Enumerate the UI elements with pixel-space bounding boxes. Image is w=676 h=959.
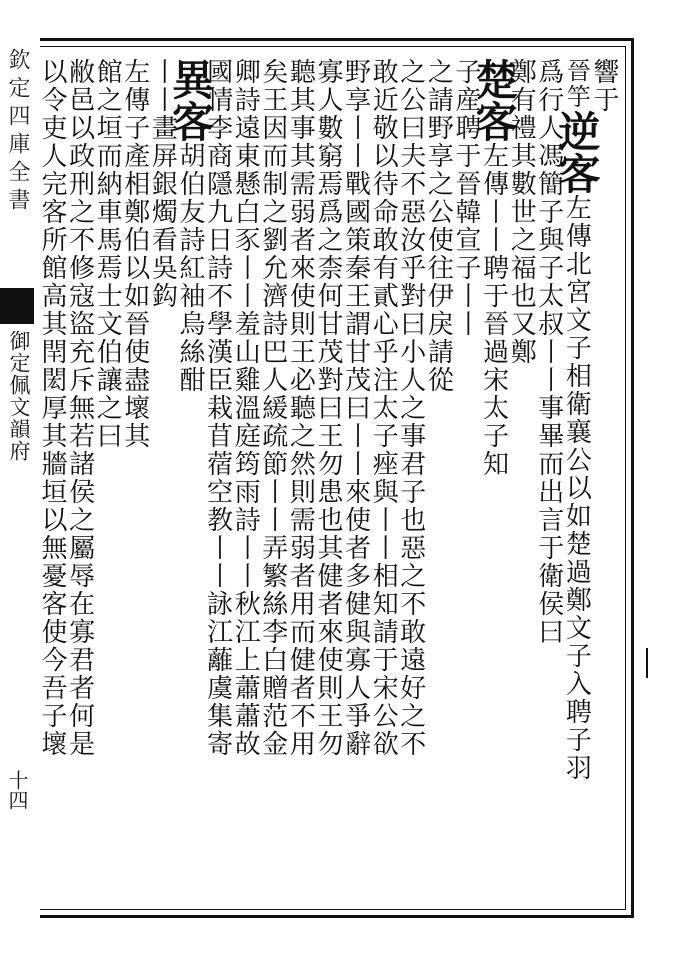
text-column (451, 58, 481, 338)
text-column (92, 58, 122, 450)
column-text: 之公曰夫不惡汝乎對曰小人之事君子也惡之不敢遠好之不 (395, 58, 426, 758)
column-text: 寡人數窮焉爲之柰何甘茂對曰王勿患也其健者來使則王勿 (313, 58, 343, 758)
book-subtitle: 御定佩文韻府 (7, 330, 31, 462)
text-column (65, 58, 95, 758)
text-column (230, 58, 260, 758)
text-column (469, 58, 519, 478)
column-text: 國情李商隱九日詩不學漢臣栽苜蓿空教丨丨詠江蘺虞集寄 (202, 58, 233, 758)
column-text: 左傳子產相鄭伯以如晉使盡壞其 (119, 58, 150, 450)
column-text: 胡伯友詩紅袖烏絲酣 (175, 142, 205, 394)
text-column (341, 58, 371, 758)
entry-heading: 異客 (166, 58, 215, 142)
text-column (313, 58, 343, 758)
column-text: 之請野享之公使往伊戾請從 (423, 58, 454, 394)
fishtail-mark (0, 288, 34, 324)
column-text: 鄭有禮其數世之福也又鄭 (506, 58, 537, 366)
text-column (203, 58, 233, 758)
column-prefix: 晉竽 (562, 58, 591, 110)
column-text: 野享丨丨戰國策秦王謂甘茂曰丨丨來使者多健與寡人爭辭 (340, 58, 371, 758)
book-title: 欽定四庫全書 (5, 48, 30, 216)
text-column (166, 58, 215, 394)
text-column (285, 58, 315, 758)
entry-heading: 楚客 (469, 58, 519, 142)
text-column (37, 58, 67, 758)
text-column (147, 58, 177, 310)
column-text: 爲行人馮簡子與子太叔丨丨事畢而出言于衛侯曰 (533, 58, 564, 646)
edge-tick (634, 648, 648, 678)
column-text: 敢近敬以待命敢有貳心乎注太子痤與丨丨相知請于宋公欲 (368, 58, 399, 758)
text-column (396, 58, 426, 758)
column-text: 矣王因而制之劉允濟詩巴人緩疏節丨丨弄繁絲李白贈范金 (257, 58, 288, 758)
text-column (589, 58, 619, 114)
text-column (368, 58, 398, 758)
column-text: 以令吏人完客所館高其閈閎厚其牆垣以無憂客使今吾子壞 (37, 58, 67, 758)
column-text: 子産聘于晉韓宣子丨丨 (451, 58, 481, 338)
column-text: 聽其事其需弱者來使則王必聽之然則需弱者用而健者不用 (285, 58, 316, 758)
page-number: 十四 (5, 770, 29, 810)
column-text: 響于 (589, 58, 619, 114)
column-text: 左傳北宮文子相衛襄公以如楚過鄭文子入聘子羽 (561, 194, 592, 782)
column-text: 左傳丨丨聘于晉過宋太子知 (478, 142, 509, 478)
entry-heading: 逆客 (552, 110, 602, 194)
text-column (534, 58, 564, 646)
text-column (258, 58, 288, 758)
text-column (423, 58, 453, 394)
column-text: 卿詩遠東懸白豕丨丨羞山雞溫庭筠雨詩丨丨秋江上蕭蕭故 (230, 58, 261, 758)
column-text: 館之垣而納車馬焉士文伯讓之曰 (92, 58, 123, 450)
column-text: 敝邑以政刑之不修寇盜充斥無若諸侯之屬辱在寡君者何是 (64, 58, 95, 758)
text-column (552, 58, 602, 782)
text-column (120, 58, 150, 450)
column-text: 丨丨畫屏銀燭看吳鈎 (147, 58, 178, 310)
